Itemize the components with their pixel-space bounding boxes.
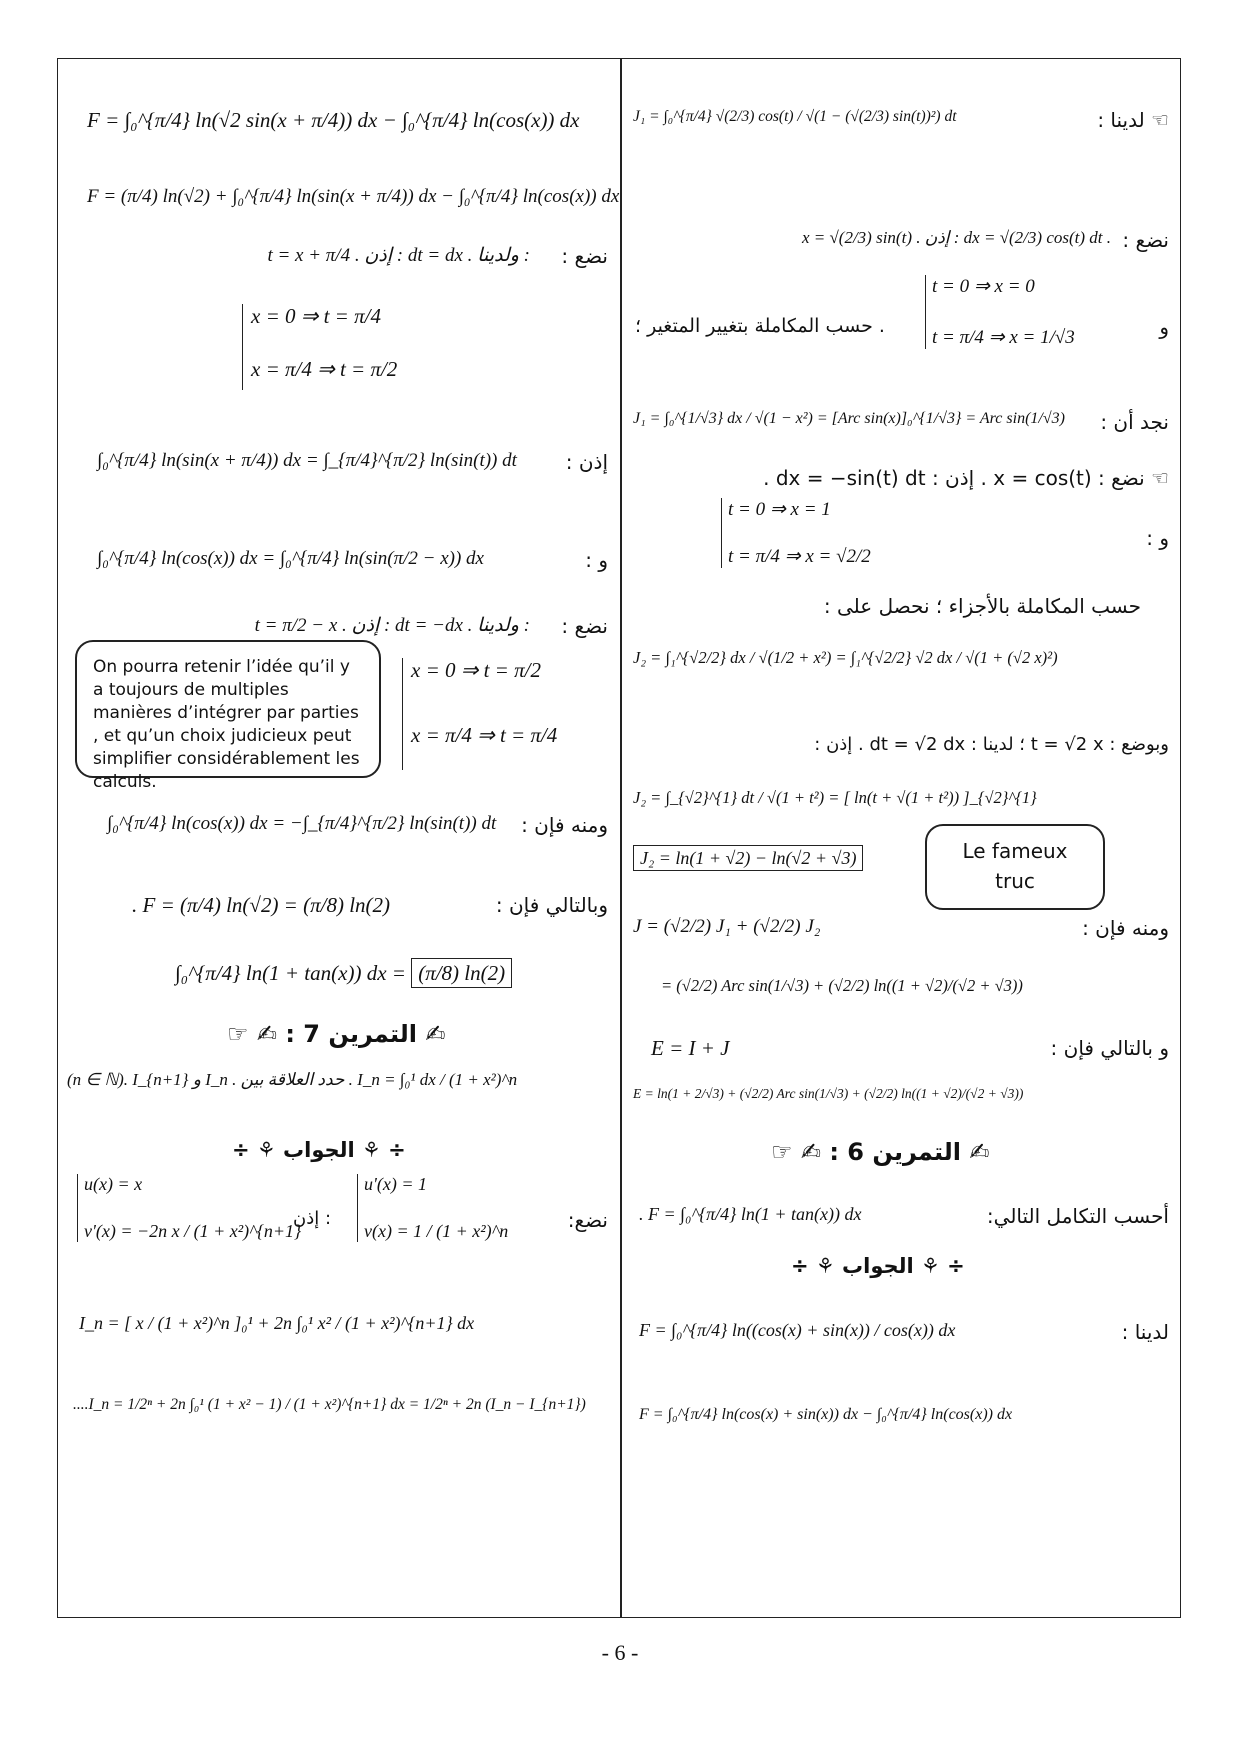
J-sum: J = (√2/2) J₁ + (√2/2) J₂ [633,916,821,937]
bounds-J1 [925,275,1075,349]
wabittali-label-right: و بالتالي فإن : [1050,1036,1169,1060]
substitution-1-label: نضع : [561,244,608,268]
E-definition: E = I + J [651,1036,730,1060]
integral-equality-2: ∫₀^{π/4} ln(cos(x)) dx = ∫₀^{π/4} ln(sin(π/2 − x)) dx [97,548,484,569]
change-of-variable-note: . حسب المكاملة بتغيير المتغير ؛ [635,315,885,337]
bounds-1-b: x = π/4 ⇒ t = π/2 [251,357,398,381]
E-result: E = ln(1 + 2/√3) + (√2/2) Arc sin(1/√3) + (√2/2) ln((1 + √2)/(√2 + √3)) [633,1086,1024,1101]
F-result: . F = (π/4) ln(√2) = (π/8) ln(2) [132,893,391,917]
J2-result-boxed: J₂ = ln(1 + √2) − ln(√2 + √3) [633,845,863,871]
wa-label: و : [585,548,608,572]
tip-note: On pourra retenir l’idée qu’il y a toujours de multiples manières d’intégrer par parties , et qu’un choix judicieux peut simplifier considérablement les calculs. [75,640,381,778]
ladayna-label: ☜ لدينا : [1097,108,1169,132]
bounds-J1-a: t = 0 ⇒ x = 0 [932,276,1035,297]
bounds-J1-b: t = π/4 ⇒ x = 1/√3 [932,327,1075,348]
integral-equality-1: ∫₀^{π/4} ln(sin(x + π/4)) dx = ∫_{π/4}^{π/2} ln(sin(t)) dt [97,450,517,471]
exercise-7-title: ✍ التمرين 7 : ✍ ☞ [227,1020,446,1048]
idhan-2-label: : إذن [293,1208,332,1229]
uv-left-2: v'(x) = −2n x / (1 + x²)^{n+1} [84,1221,302,1241]
bounds-2 [402,658,557,770]
substitution-2-label: نضع : [561,614,608,638]
bounds-2-b: x = π/4 ⇒ t = π/4 [411,723,558,747]
wa-2-label: و : [1146,526,1169,550]
substitution-2: t = π/2 − x . إذن : dt = −dx . ولدينا : [254,615,530,636]
J2-integral: J₂ = ∫_{√2}^{1} dt / √(1 + t²) = [ ln(t + √(1 + t²)) ]_{√2}^{1} [633,788,1037,807]
answer-heading-7: ÷ ⚘ الجواب ⚘ ÷ [232,1138,406,1162]
J1-result: J₁ = ∫₀^{1/√3} dx / √(1 − x²) = [Arc sin(x)]₀^{1/√3} = Arc sin(1/√3) [633,410,1065,427]
J2-result [633,848,863,869]
bounds-1-a: x = 0 ⇒ t = π/4 [251,304,381,328]
F-rewrite-1: F = ∫₀^{π/4} ln((cos(x) + sin(x)) / cos(x)) dx [639,1320,956,1340]
integral-equality-3: ∫₀^{π/4} ln(cos(x)) dx = −∫_{π/4}^{π/2} ln(sin(t)) dt [107,813,497,834]
J2-definition: J₂ = ∫₁^{√2/2} dx / √(1/2 + x²) = ∫₁^{√2/2} √2 dx / √(1 + (√2 x)²) [633,648,1058,667]
nada-label: نضع: [567,1208,608,1232]
wa-label-right: و [1159,315,1169,339]
bounds-J2-a: t = 0 ⇒ x = 1 [728,499,831,520]
In-equation-1: I_n = [ x / (1 + x²)^n ]₀¹ + 2n ∫₀¹ x² / (1 + x²)^{n+1} dx [79,1313,475,1333]
uv-right-2: v(x) = 1 / (1 + x²)^n [364,1221,509,1241]
minhu-label: ومنه فإن : [521,813,608,837]
bounds-J2 [721,498,871,568]
uv-left [77,1174,301,1242]
exercise-6-title: ✍ التمرين 6 : ✍ ☞ [771,1138,990,1166]
exercise-7-statement: (n ∈ ℕ). I_{n+1} و I_n . حدد العلاقة بين . I_n = ∫₀¹ dx / (1 + x²)^n [67,1070,518,1089]
J1-definition: J₁ = ∫₀^{π/4} √(2/3) cos(t) / √(1 − (√(2/3) sin(t))²) dt [633,108,957,125]
final-result-lhs: ∫₀^{π/4} ln(1 + tan(x)) dx = [175,961,406,985]
right-column [621,58,1181,1618]
uv-left-1: u(x) = x [84,1174,143,1194]
substitution-1: t = x + π/4 . إذن : dt = dx . ولدينا : [267,245,530,266]
minhu-label-right: ومنه فإن : [1082,916,1169,940]
exercise-6-statement: أحسب التكامل التالي: [986,1204,1169,1228]
In-equation-2: ....I_n = 1/2ⁿ + 2n ∫₀¹ (1 + x² − 1) / (1 + x²)^{n+1} dx = 1/2ⁿ + 2n (I_n − I_{n+1}) [73,1396,586,1413]
ladayna-2-label: لدينا : [1121,1320,1169,1344]
J-sum-expanded: = (√2/2) Arc sin(1/√3) + (√2/2) ln((1 + √2)/(√2 + √3)) [661,976,1023,995]
integration-by-parts-label: حسب المكاملة بالأجزاء ؛ نحصل على : [823,594,1141,618]
substitution-J2-t: وبوضع : t = √2 x ؛ لدينا : dt = √2 dx . إذن : [814,734,1169,755]
bounds-2-a: x = 0 ⇒ t = π/2 [411,658,541,682]
bounds-1 [242,304,397,390]
final-result-box: (π/8) ln(2) [411,958,512,988]
final-result [175,961,512,986]
uv-right [357,1174,508,1242]
left-column [57,58,620,1618]
idhan-label: إذن : [565,450,608,474]
bounds-J2-b: t = π/4 ⇒ x = √2/2 [728,546,871,567]
equation-F-2: F = (π/4) ln(√2) + ∫₀^{π/4} ln(sin(x + π/4)) dx − ∫₀^{π/4} ln(cos(x)) dx [87,186,620,207]
wabittali-label: وبالتالي فإن : [495,893,608,917]
substitution-J2: ☜ نضع : x = cos(t) . إذن : dx = −sin(t) dt . [763,466,1169,490]
famous-trick-note: Le fameux truc [925,824,1105,910]
uv-right-1: u'(x) = 1 [364,1174,427,1194]
answer-heading-6: ÷ ⚘ الجواب ⚘ ÷ [791,1254,965,1278]
substitution-J1: x = √(2/3) sin(t) . إذن : dx = √(2/3) cos(t) dt . [801,228,1111,247]
page-number: - 6 - [601,1640,639,1665]
equation-F-1: F = ∫₀^{π/4} ln(√2 sin(x + π/4)) dx − ∫₀^{π/4} ln(cos(x)) dx [87,108,580,132]
najid-label: نجد أن : [1100,410,1169,434]
nada-1-label: نضع : [1122,228,1169,252]
exercise-6-integral: . F = ∫₀^{π/4} ln(1 + tan(x)) dx [639,1204,862,1224]
F-rewrite-2: F = ∫₀^{π/4} ln(cos(x) + sin(x)) dx − ∫₀^{π/4} ln(cos(x)) dx [639,1406,1013,1423]
